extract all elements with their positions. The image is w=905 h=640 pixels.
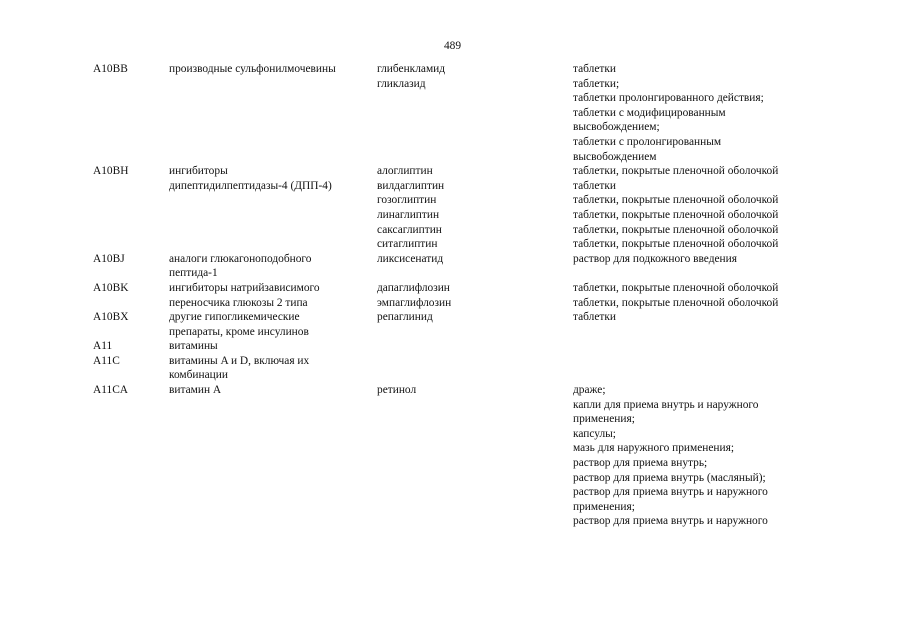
table-row [93,354,833,383]
dosage-form-line: таблетки; [573,77,620,90]
pharmacological-group [169,62,377,164]
atc-code [93,281,169,310]
pharmacological-group-line: ингибиторы натрийзависимого [169,281,320,294]
atc-code-line: A10BJ [93,252,125,265]
dosage-form-line: капсулы; [573,427,616,440]
drug-name [377,354,573,383]
dosage-form-line: таблетки [573,179,617,192]
atc-code [93,164,169,252]
table-row [93,164,833,252]
dosage-form [573,164,833,252]
pharmacological-group [169,252,377,281]
drug-name [377,310,573,339]
drug-name-line: ретинол [377,384,417,397]
pharmacological-group-line: витамин A [169,384,222,397]
atc-code [93,310,169,339]
pharmacological-group-line: комбинации [169,369,228,382]
dosage-form-line: таблетки, покрытые пленочной оболочкой [573,194,779,207]
dosage-form-line: таблетки [573,63,617,75]
table-row [93,383,833,529]
pharmacological-group [169,164,377,252]
table-row [93,252,833,281]
atc-code [93,383,169,529]
pharmacological-group-line: витамины A и D, включая их [169,354,310,367]
table-row [93,281,833,310]
dosage-form-line: капли для приема внутрь и наружного [573,398,759,411]
dosage-form-line: раствор для приема внутрь и наружного [573,486,768,499]
pharmacological-group [169,281,377,310]
dosage-form [573,252,833,281]
dosage-form [573,281,833,310]
pharmacological-group-line: дипептидилпептидазы-4 (ДПП-4) [169,179,332,192]
atc-code-line: A11CA [93,384,129,397]
drug-name-line: репаглинид [377,311,433,324]
pharmacological-group-line: витамины [169,340,218,353]
atc-code-line: A10BK [93,281,129,294]
drug-name [377,281,573,310]
drug-name-line: эмпаглифлозин [377,296,452,309]
dosage-form-line: таблетки, покрытые пленочной оболочкой [573,281,779,294]
atc-code [93,339,169,354]
atc-code-line: A11 [93,340,113,353]
dosage-form [573,310,833,339]
dosage-form-line: высвобождением; [573,121,660,134]
drug-name [377,164,573,252]
drug-name-line: алоглиптин [377,165,433,178]
table-row [93,310,833,339]
dosage-form-line: раствор для приема внутрь и наружного [573,515,768,528]
pharmacological-group [169,354,377,383]
pharmacological-group-line: пептида-1 [169,267,218,280]
dosage-form-line: таблетки, покрытые пленочной оболочкой [573,208,779,221]
pharmacological-group-line: ингибиторы [169,165,228,178]
atc-code-line: A10BX [93,311,129,324]
atc-code-line: A10BB [93,63,128,75]
dosage-form-line: таблетки, покрытые пленочной оболочкой [573,223,779,236]
drug-name-line: ликсисенатид [377,252,444,265]
pharmacological-group [169,383,377,529]
atc-code [93,252,169,281]
atc-code [93,62,169,164]
dosage-form-line: раствор для приема внутрь; [573,457,708,470]
pharmacological-group-line: производные сульфонилмочевины [169,63,336,75]
dosage-form-line: таблетки, покрытые пленочной оболочкой [573,296,779,309]
dosage-form-line: раствор для приема внутрь (масляный); [573,471,766,484]
pharmacological-group-line: аналоги глюкагоноподобного [169,252,312,265]
dosage-form [573,354,833,383]
drug-name-line: ситаглиптин [377,238,438,251]
dosage-form-line: применения; [573,413,635,426]
dosage-form [573,339,833,354]
drug-name [377,339,573,354]
drug-name-line: саксаглиптин [377,223,442,236]
drug-name-line: глибенкламид [377,63,446,75]
drug-name-line: линаглиптин [377,208,440,221]
atc-code [93,354,169,383]
dosage-form-line: таблетки [573,311,617,324]
page-number: 489 [443,40,462,52]
drug-name-line: дапаглифлозин [377,281,450,294]
dosage-form [573,383,833,529]
dosage-form-line: таблетки с пролонгированным [573,135,722,148]
atc-code-line: A10BH [93,165,129,178]
dosage-form-line: таблетки, покрытые пленочной оболочкой [573,165,779,178]
dosage-form-line: раствор для подкожного введения [573,252,737,265]
pharmacological-group [169,310,377,339]
drug-name-line: вилдаглиптин [377,179,445,192]
drug-name [377,252,573,281]
pharmacological-group-line: препараты, кроме инсулинов [169,325,309,338]
pharmacological-group-line: другие гипогликемические [169,311,300,324]
drug-name-line: гликлазид [377,77,426,90]
drug-name-line: гозоглиптин [377,194,437,207]
table-row [93,339,833,354]
atc-code-line: A11C [93,354,120,367]
drug-name [377,383,573,529]
drug-name [377,62,573,164]
pharmacological-group [169,339,377,354]
dosage-form-line: применения; [573,500,635,513]
dosage-form-line: таблетки с модифицированным [573,106,726,119]
dosage-form-line: таблетки пролонгированного действия; [573,92,764,105]
dosage-form-line: мазь для наружного применения; [573,442,735,455]
dosage-form-line: драже; [573,384,606,397]
pharmacological-group-line: переносчика глюкозы 2 типа [169,296,308,309]
drug-table [93,62,833,529]
dosage-form-line: высвобождением [573,150,657,163]
dosage-form [573,62,833,164]
dosage-form-line: таблетки, покрытые пленочной оболочкой [573,238,779,251]
table-row [93,62,833,164]
